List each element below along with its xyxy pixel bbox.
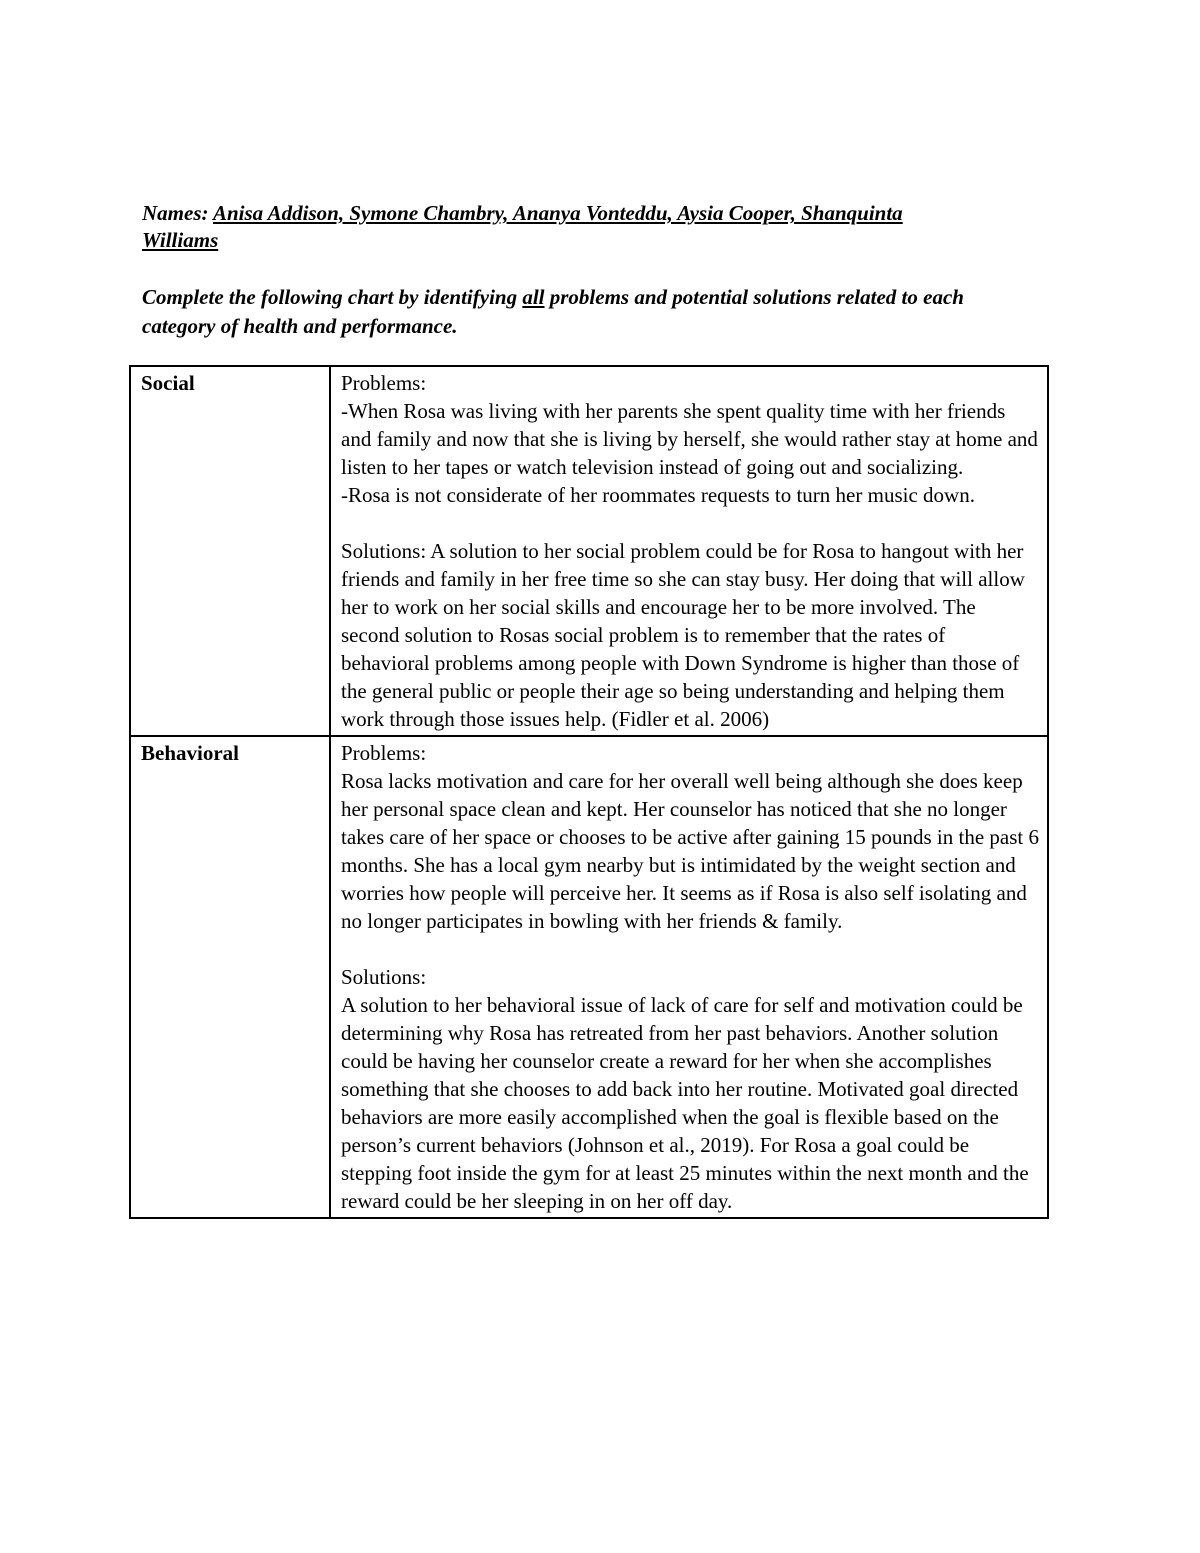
problems-label: Problems: (341, 741, 427, 765)
names-label: Names: (142, 201, 209, 225)
problem-item: Rosa lacks motivation and care for her overall well being although she does keep her personal space clean and kept. Her counselor has noticed that she no longer takes care of her space or chooses to be active after gaining 15 pounds in the past 6 months. She has a local gym nearby but is intimidated by the weight section and worries how people will perceive her. It seems as if Rosa is also self isolating and no longer participates in bowling with her friends & family. (341, 769, 1040, 933)
content-cell-behavioral (330, 736, 1048, 1218)
category-cell-social: Social (130, 366, 330, 736)
solutions-label: Solutions: (341, 965, 427, 989)
paragraph-spacer (341, 509, 1039, 537)
table-row-behavioral (130, 736, 1048, 1218)
category-cell-behavioral: Behavioral (130, 736, 330, 1218)
solutions-text: A solution to her behavioral issue of lack of care for self and motivation could be determining why Rosa has retreated from her past behaviors. Another solution could be having her counselor create a reward for her when she accomplishes something that she chooses to add back into her routine. Motivated goal directed behaviors are more easily accomplished when the goal is flexible based on the person’s current behaviors (Johnson et al., 2019). For Rosa a goal could be stepping foot inside the gym for at least 25 minutes within the next month and the reward could be her sleeping in on her off day. (341, 993, 1029, 1213)
names-list-line1: Anisa Addison, Symone Chambry, Ananya Vonteddu, Aysia Cooper, Shanquinta (212, 201, 903, 225)
instructions-part2: problems and potential solutions related to each category of health and performance. (142, 285, 964, 338)
problem-item: -Rosa is not considerate of her roommates requests to turn her music down. (341, 483, 975, 507)
instructions-emphasis: all (522, 285, 545, 309)
names-list (142, 201, 903, 252)
table-row-social (130, 366, 1048, 736)
problems-label: Problems: (341, 371, 427, 395)
instructions-part1: Complete the following chart by identifying (142, 285, 523, 309)
names-list-line2: Williams (142, 228, 219, 252)
health-performance-table (129, 365, 1049, 1219)
solutions-text: Solutions: A solution to her social problem could be for Rosa to hangout with her friends and family in her free time so she can stay busy. Her doing that will allow her to work on her social skills and encourage her to be more involved. The second solution to Rosas social problem is to remember that the rates of behavioral problems among people with Down Syndrome is higher than those of the general public or people their age so being understanding and helping them work through those issues help. (Fidler et al. 2006) (341, 539, 1025, 731)
problem-item: -When Rosa was living with her parents she spent quality time with her friends and family and now that she is living by herself, she would rather stay at home and listen to her tapes or watch television instead of going out and socializing. (341, 399, 1038, 479)
paragraph-spacer (341, 935, 1039, 963)
instructions (142, 283, 1042, 341)
content-cell-social (330, 366, 1048, 736)
names-heading (142, 200, 1022, 254)
